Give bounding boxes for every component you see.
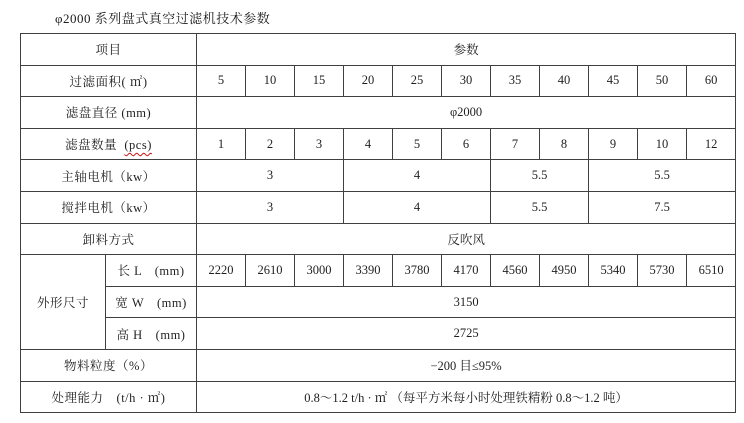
dimension-width-row: [21, 286, 736, 318]
dimension-length-value: 4170: [442, 255, 491, 287]
main-motor-value: 3: [197, 160, 344, 192]
filter-area-value: 10: [246, 65, 295, 97]
disc-count-value: 1: [197, 128, 246, 160]
particle-size-value: −200 目≤95%: [197, 349, 736, 381]
disc-count-value: 10: [638, 128, 687, 160]
dimension-length-value: 2610: [246, 255, 295, 287]
main-motor-value: 4: [344, 160, 491, 192]
disc-count-value: 5: [393, 128, 442, 160]
particle-size-row: [21, 349, 736, 381]
discharge-label: 卸料方式: [21, 223, 197, 255]
main-motor-value: 5.5: [491, 160, 589, 192]
disc-diameter-value: φ2000: [197, 97, 736, 129]
page-title: φ2000 系列盘式真空过滤机技术参数: [55, 11, 271, 26]
filter-area-value: 5: [197, 65, 246, 97]
disc-count-value: 3: [295, 128, 344, 160]
disc-count-label: [21, 128, 197, 160]
dimension-length-value: 5730: [638, 255, 687, 287]
dimension-length-value: 4560: [491, 255, 540, 287]
agitator-motor-value: 3: [197, 191, 344, 223]
dimension-length-row: [21, 255, 736, 287]
agitator-motor-value: 7.5: [589, 191, 736, 223]
filter-area-row: [21, 65, 736, 97]
filter-area-value: 25: [393, 65, 442, 97]
disc-diameter-label: 滤盘直径 (mm): [21, 97, 197, 129]
dimension-length-label: 长 L (mm): [106, 255, 197, 287]
dimension-height-label: 高 H (mm): [106, 318, 197, 350]
dimension-height-row: [21, 318, 736, 350]
disc-count-row: [21, 128, 736, 160]
dimension-length-value: 6510: [687, 255, 736, 287]
filter-area-value: 45: [589, 65, 638, 97]
dimension-length-value: 3000: [295, 255, 344, 287]
header-row: [21, 34, 736, 66]
disc-count-value: 8: [540, 128, 589, 160]
disc-count-value: 6: [442, 128, 491, 160]
dimension-length-value: 4950: [540, 255, 589, 287]
agitator-motor-value: 4: [344, 191, 491, 223]
capacity-label: 处理能力 (t/h · ㎡): [21, 381, 197, 413]
spec-table: [20, 33, 736, 413]
dimension-length-value: 3780: [393, 255, 442, 287]
particle-size-label: 物料粒度（%）: [21, 349, 197, 381]
dimension-width-label: 宽 W (mm): [106, 286, 197, 318]
disc-diameter-row: [21, 97, 736, 129]
filter-area-value: 30: [442, 65, 491, 97]
filter-area-label: 过滤面积( ㎡): [21, 65, 197, 97]
dimension-height-value: 2725: [197, 318, 736, 350]
disc-count-label-text: 滤盘数量: [65, 138, 118, 153]
dimension-length-value: 2220: [197, 255, 246, 287]
agitator-motor-label: 搅拌电机（kw）: [21, 191, 197, 223]
disc-count-value: 2: [246, 128, 295, 160]
capacity-value: 0.8～1.2 t/h · ㎡ （每平方米每小时处理铁精粉 0.8～1.2 吨）: [197, 381, 736, 413]
dimension-length-value: 5340: [589, 255, 638, 287]
dimensions-label: 外形尺寸: [21, 255, 106, 350]
disc-count-value: 12: [687, 128, 736, 160]
discharge-value: 反吹风: [197, 223, 736, 255]
capacity-row: [21, 381, 736, 413]
discharge-row: [21, 223, 736, 255]
dimension-width-value: 3150: [197, 286, 736, 318]
main-motor-value: 5.5: [589, 160, 736, 192]
main-motor-label: 主轴电机（kw）: [21, 160, 197, 192]
filter-area-value: 15: [295, 65, 344, 97]
filter-area-value: 50: [638, 65, 687, 97]
document-page: [0, 8, 744, 423]
disc-count-value: 4: [344, 128, 393, 160]
filter-area-value: 35: [491, 65, 540, 97]
disc-count-value: 7: [491, 128, 540, 160]
agitator-motor-value: 5.5: [491, 191, 589, 223]
header-param-cell: 参数: [197, 34, 736, 66]
filter-area-value: 40: [540, 65, 589, 97]
dimension-length-value: 3390: [344, 255, 393, 287]
disc-count-value: 9: [589, 128, 638, 160]
main-motor-row: [21, 160, 736, 192]
header-item-cell: 项目: [21, 34, 197, 66]
filter-area-value: 60: [687, 65, 736, 97]
agitator-motor-row: [21, 191, 736, 223]
filter-area-value: 20: [344, 65, 393, 97]
disc-count-unit: (pcs): [124, 138, 152, 153]
